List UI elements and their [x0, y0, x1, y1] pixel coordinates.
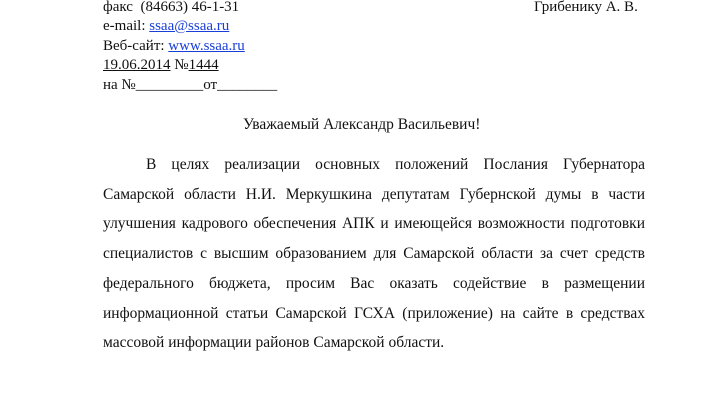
- addressee-name: Грибенику А. В.: [534, 0, 638, 15]
- letter-greeting: Уважаемый Александр Васильевич!: [243, 116, 481, 133]
- email-link[interactable]: ssaa@ssaa.ru: [149, 18, 230, 34]
- email-label: e-mail:: [103, 18, 146, 34]
- email-line: [103, 17, 229, 35]
- document-date-number-line: [103, 56, 219, 74]
- reply-to-line: на №_________от________: [103, 77, 278, 93]
- letter-body-paragraph: В целях реализации основных положений Послания Губернатора Самарской области Н.И. Меркушкина депутатам Губернской думы в части улучшения кадрового обеспечения АПК и имеющейся возможности подготовки специалистов с высшим образованием для Самарской области за счет средств федерального бюджета, просим Вас оказать содействие в размещении информационной статьи Самарской ГСХА (приложение) на сайте в средствах массовой информации районов Самарской области.: [103, 156, 645, 352]
- website-label: Веб-сайт:: [103, 38, 165, 54]
- document-date: 19.06.2014: [103, 57, 171, 73]
- website-link[interactable]: www.ssaa.ru: [168, 38, 245, 54]
- fax-value: (84663) 46-1-31: [140, 0, 240, 15]
- document-number: 1444: [188, 57, 219, 73]
- document-number-sign: №: [174, 57, 189, 73]
- fax-label: факс: [103, 0, 133, 15]
- website-line: [103, 37, 245, 55]
- fax-line: [103, 0, 239, 16]
